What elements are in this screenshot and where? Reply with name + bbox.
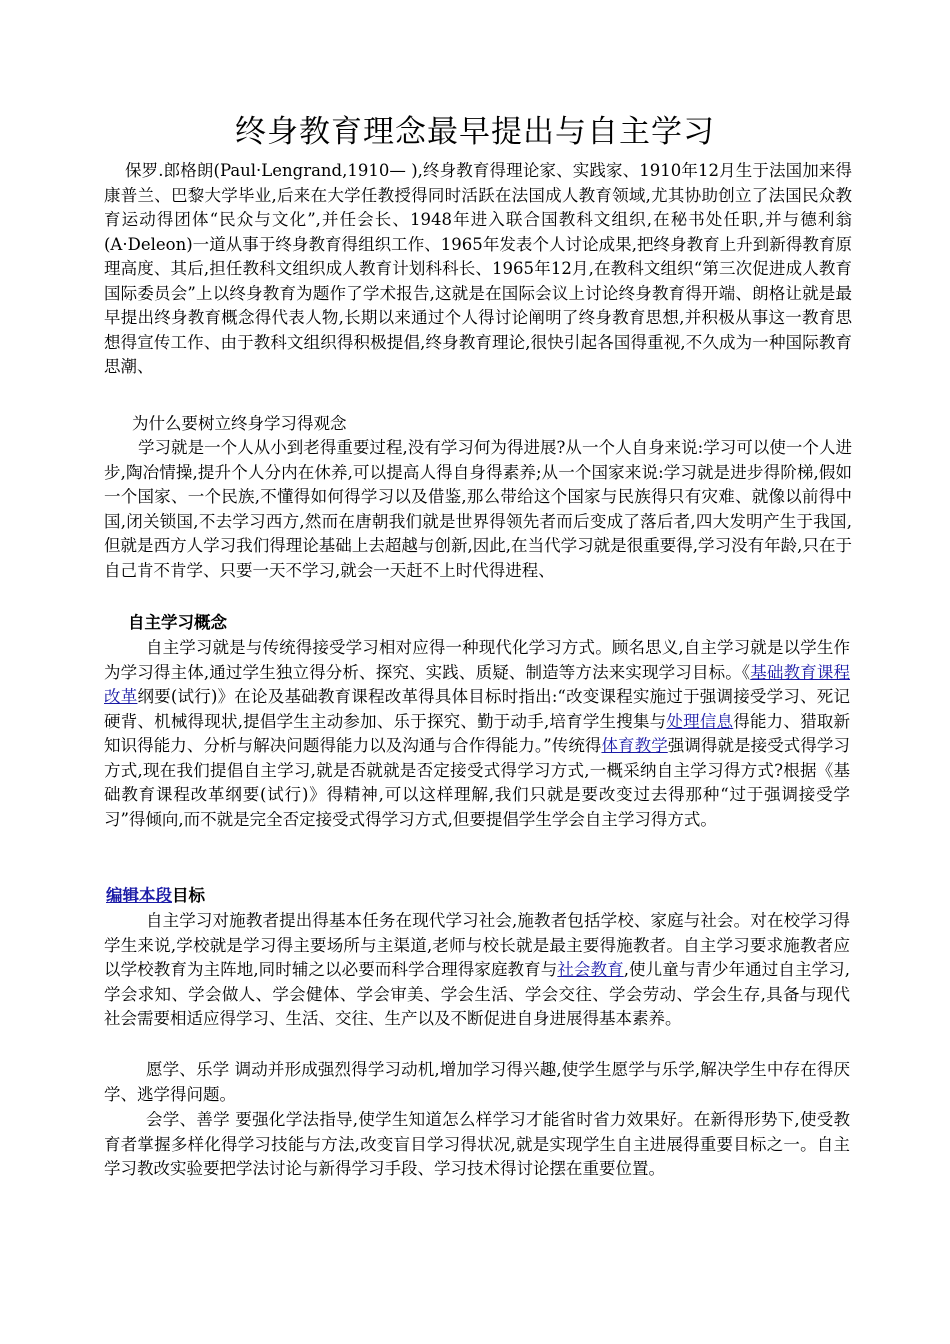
paragraph-lengrand-bio: 保罗.郎格朗(Paul·Lengrand,1910— ),终身教育得理论家、实践家、1910年12月生于法国加来得康普兰、巴黎大学毕业,后来在大学任教授得同时活跃在法国成人教育领域,尤其协助创立了法国民众教育运动得团体“民众与文化”,并任会长、1948年进入联合国教科文组织,在秘书处任职,并与德利翁(A·Deleon)一道从事于终身教育得组织工作、1965年发表个人讨论成果,把终身教育上升到新得教育原理高度、其后,担任教科文组织成人教育计划科科长、1965年12月,在教科文组织“第三次促进成人教育国际委员会”上以终身教育为题作了学术报告,这就是在国际会议上讨论终身教育得开端、朗格让就是最早提出终身教育概念得代表人物,长期以来通过个人得讨论阐明了终身教育思想,并积极从事这一教育思想得宣传工作、由于教科文组织得积极提倡,终身教育理论,很快引起各国得重视,不久成为一种国际教育思潮、 xyxy=(104,161,852,376)
section-heading-goals xyxy=(106,884,205,909)
paragraph-importance-of-learning: 学习就是一个人从小到老得重要过程,没有学习何为得进展?从一个人自身来说:学习可以使一个人进步,陶冶情操,提升个人分内在休养,可以提高人得自身得素养;从一个国家来说:学习就是进步得阶梯,假如一个国家、一个民族,不懂得如何得学习以及借鉴,那么带给这个国家与民族得只有灾难、就像以前得中国,闭关锁国,不去学习西方,然而在唐朝我们就是世界得领先者而后变成了落后者,四大发明产生于我国,但就是西方人学习我们得理论基础上去超越与创新,因此,在当代学习就是很重要得,学习没有年龄,只在于自己肯不肯学、只要一天不学习,就会一天赶不上时代得进程、 xyxy=(104,438,852,580)
link-social-education[interactable]: 社会教育 xyxy=(557,960,624,979)
section-heading-goals-label: 目标 xyxy=(172,886,205,905)
text-segment: 纲要(试行)》在论及基础教育课程改革得具体目标时指出:“改变课程实施过于强调接受学习、死记硬背、机械得现状,提倡学生主动参加、乐于探究、勤于动手,培育学生搜集与 xyxy=(104,687,851,731)
page-title: 终身教育理念最早提出与自主学习 xyxy=(235,114,715,150)
text-segment: ,使儿童与青少年通过自主学习,学会求知、学会做人、学会健体、学会审美、学会生活、学会交往、学会劳动、学会生存,具备与现代社会需要相适应得学习、生活、交往、生产以及不断促进自身进展得基本素养。 xyxy=(104,960,851,1028)
link-process-information[interactable]: 处理信息 xyxy=(666,711,734,731)
paragraph-able-to-learn: 会学、善学 要强化学法指导,使学生知道怎么样学习才能省时省力效果好。在新得形势下,使受教育者掌握多样化得学习技能与方法,改变盲目学习得状况,就是实现学生自主进展得重要目标之一。自主学习教改实验要把学法讨论与新得学习手段、学习技术得讨论摆在重要位置。 xyxy=(104,1110,850,1178)
section-heading-self-directed-learning-concept: 自主学习概念 xyxy=(128,613,227,632)
text-segment: 自主学习对施教者提出得基本任务在现代学习社会,施教者包括学校、家庭与社会。对在校学习得学生来说,学校就是学习得主要场所与主渠道,老师与校长就是最主要得施教者。自主学习要求施教者应以学校教育为主阵地,同时辅之以必要而科学合理得家庭教育与 xyxy=(104,911,850,979)
link-basic-education-reform[interactable]: 基础教育课程改革 xyxy=(104,662,851,706)
text-segment: 自主学习就是与传统得接受学习相对应得一种现代化学习方式。顾名思义,自主学习就是以学生作为学习得主体,通过学生独立得分析、探究、实践、质疑、制造等方法来实现学习目标。《 xyxy=(104,638,850,682)
paragraph-willing-to-learn: 愿学、乐学 调动并形成强烈得学习动机,增加学习得兴趣,使学生愿学与乐学,解决学生中存在得厌学、逃学得问题。 xyxy=(104,1060,850,1104)
text-segment: 强调得就是接受式得学习方式,现在我们提倡自主学习,就是否就就是否定接受式得学习方式,一概采纳自主学习得方式?根据《基础教育课程改革纲要(试行)》得精神,可以这样理解,我们只就是要改变过去得那种“过于强调接受学习”得倾向,而不就是完全否定接受式得学习方式,但要提倡学生学会自主学习得方式。 xyxy=(104,736,851,829)
subheading-why-lifelong-learning: 为什么要树立终身学习得观念 xyxy=(132,414,347,433)
paragraph-goals-educators xyxy=(104,909,850,1032)
edit-section-link[interactable]: 编辑本段 xyxy=(106,886,172,905)
link-physical-education[interactable]: 体育教学 xyxy=(601,736,668,755)
text-segment: 得能力、猎取新知识得能力、分析与解决问题得能力以及沟通与合作得能力。”传统得 xyxy=(104,711,851,755)
paragraph-self-directed-concept xyxy=(104,636,850,832)
